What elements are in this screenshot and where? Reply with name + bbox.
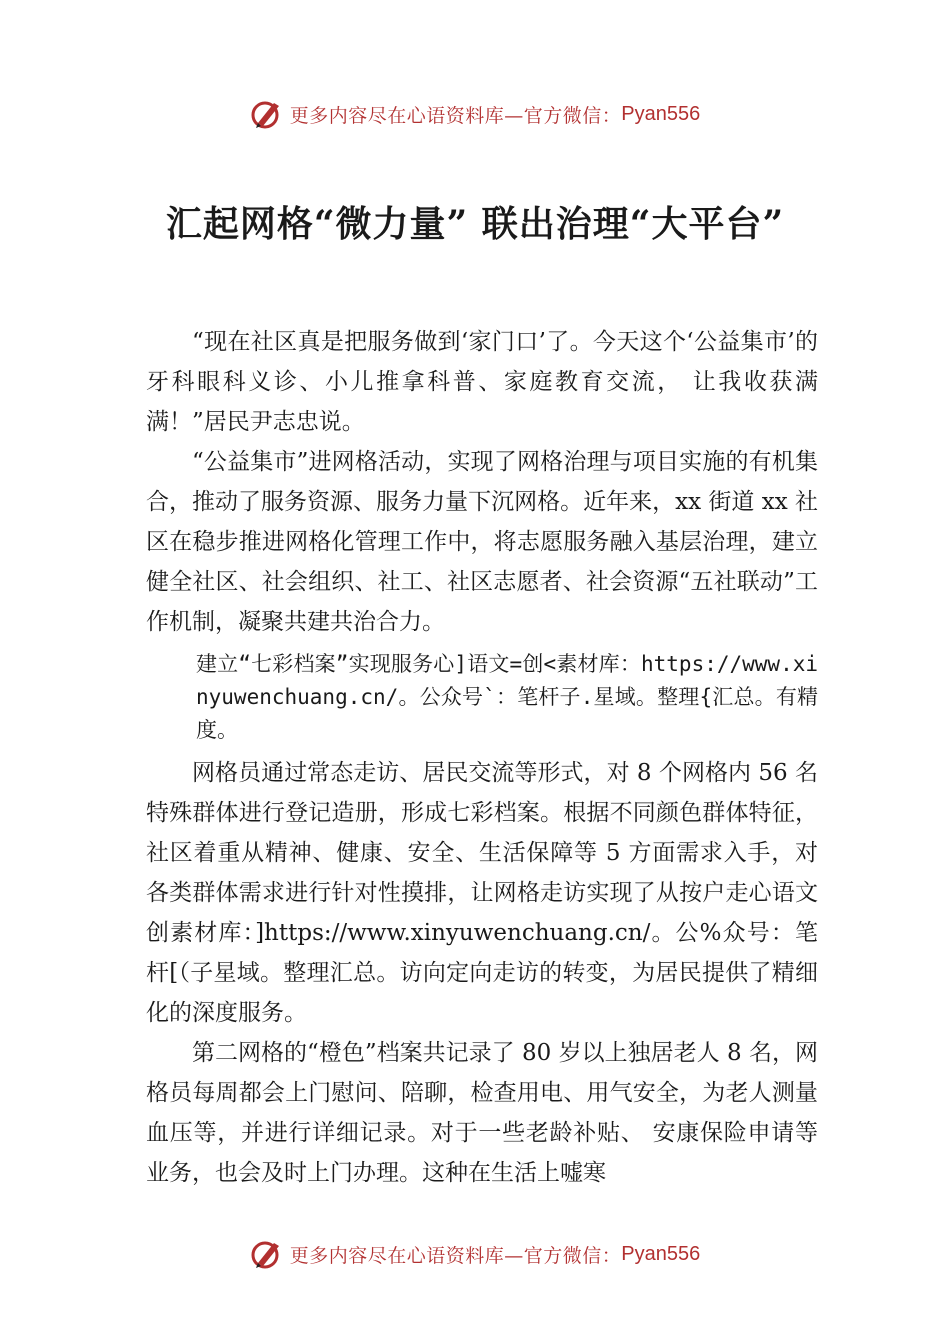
banner-wechat-id: Pyan556 xyxy=(621,1242,701,1265)
header-banner xyxy=(0,92,950,136)
paragraph: 网格员通过常态走访、居民交流等形式，对 8 个网格内 56 名特殊群体进行登记造册，形成七彩档案。根据不同颜色群体特征，社区着重从精神、健康、安全、生活保障等 5 方面需求入手，对各类群体需求进行针对性摸排，让网格走访实现了从按户走心语文创素材库：]https://www.xinyuwenchuang.cn/。公%众号：笔杆[（子星域。整理汇总。访向定向走访的转变，为居民提供了精细化的深度服务。 xyxy=(146,760,818,1026)
banner-text: 更多内容尽在心语资料库—官方微信： xyxy=(289,1244,622,1267)
pen-in-circle-logo xyxy=(250,97,284,131)
paragraph: 第二网格的“橙色”档案共记录了 80 岁以上独居老人 8 名，网格员每周都会上门慰问、陪聊，检查用电、用气安全，为老人测量血压等，并进行详细记录。对于一些老龄补贴、 安康保险申请等业务，也会及时上门办理。这种在生活上嘘寒 xyxy=(146,1040,818,1186)
pen-in-circle-logo xyxy=(250,1237,284,1271)
document-title: 汇起网格“微力量” 联出治理“大平台” xyxy=(165,203,785,245)
footer-banner xyxy=(0,1232,950,1276)
paragraph: “公益集市”进网格活动，实现了网格治理与项目实施的有机集合，推动了服务资源、服务力量下沉网格。近年来，xx 街道 xx 社区在稳步推进网格化管理工作中，将志愿服务融入基层治理，建立健全社区、社会组织、社工、社区志愿者、社会资源“五社联动”工作机制，凝聚共建共治合力。 xyxy=(146,449,818,635)
document-body xyxy=(146,322,818,1193)
banner-wechat-id: Pyan556 xyxy=(621,102,701,125)
banner-text: 更多内容尽在心语资料库—官方微信： xyxy=(289,104,622,127)
paragraph-subheading: 建立“七彩档案”实现服务心]语文=创<素材库：https://www.xinyuwenchuang.cn/。公众号`：笔杆子.星域。整理{汇总。有精度。 xyxy=(196,652,818,742)
paragraph: “现在社区真是把服务做到‘家门口’了。今天这个‘公益集市’的牙科眼科义诊、小儿推拿科普、家庭教育交流， 让我收获满满！”居民尹志忠说。 xyxy=(146,329,818,435)
